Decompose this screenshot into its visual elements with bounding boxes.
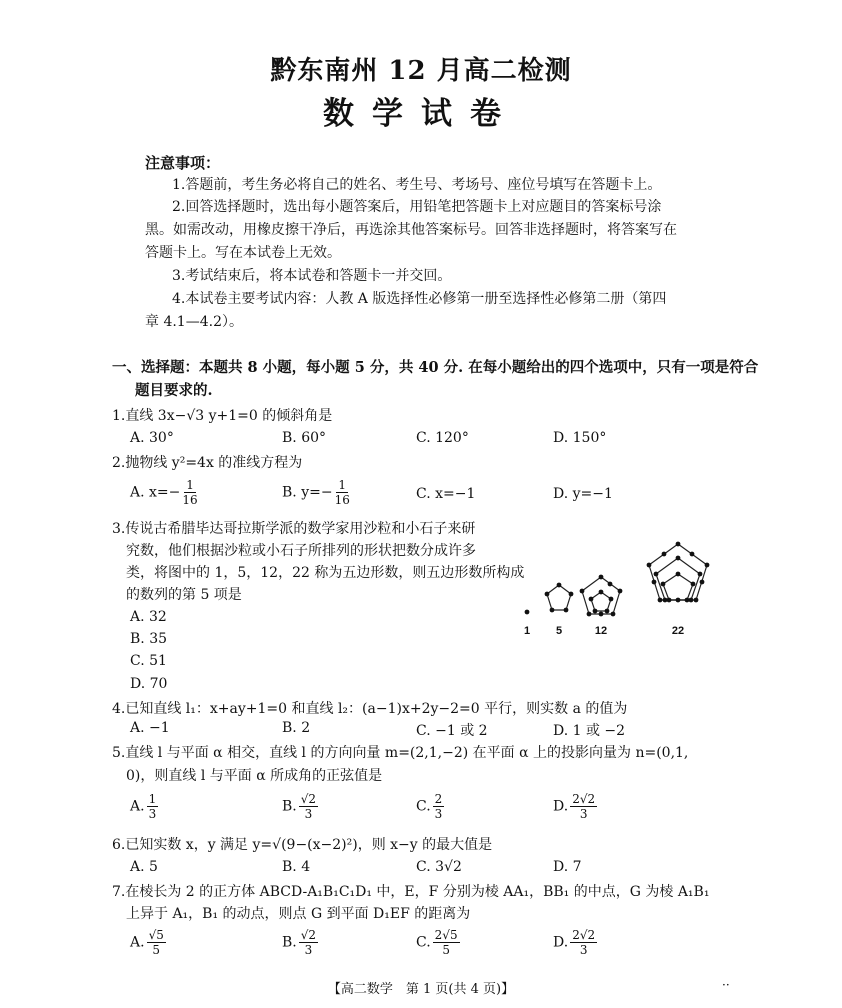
q5-option-c (416, 792, 446, 821)
question-5-line-1: 5.直线 l 与平面 α 相交，直线 l 的方向向量 m=(2,1,−2) 在平面 α 上的投影向量为 n=(0,1, (112, 745, 689, 761)
q5-option-a-prefix: A. (130, 798, 145, 815)
q5-option-a (130, 792, 160, 821)
notice-line-2b: 黑。如需改动，用橡皮擦干净后，再选涂其他答案标号。回答非选择题时，将答案写在 (145, 222, 677, 238)
pentagonal-numbers-figure (520, 518, 735, 643)
numerator: 1 (148, 792, 157, 806)
notice-line-4a: 4.本试卷主要考试内容：人教 A 版选择性必修第一册至选择性必修第二册（第四 (172, 291, 667, 307)
page-footer: 【高二数学 第 1 页(共 4 页)】 (327, 982, 515, 997)
q6-option-a: A. 5 (130, 859, 158, 875)
q7-option-c-fraction (433, 928, 460, 957)
numerator: √2 (300, 928, 317, 942)
q3-option-c: C. 51 (130, 653, 167, 669)
q2-option-a-prefix: A. x=− (130, 484, 181, 501)
numerator: 1 (186, 478, 194, 492)
q1-option-d: D. 150° (553, 430, 607, 446)
question-5-line-2: 0)，则直线 l 与平面 α 所成角的正弦值是 (126, 768, 383, 784)
q5-option-c-fraction (433, 792, 445, 821)
q5-option-d-fraction (570, 792, 597, 821)
q7-option-d-fraction (570, 928, 597, 957)
q2-option-b (282, 478, 352, 507)
q5-option-a-fraction (147, 792, 159, 821)
denominator: 3 (148, 807, 157, 821)
question-3-line-3: 类，将图中的 1，5，12，22 称为五边形数，则五边形数所构成 (126, 565, 525, 581)
notice-line-2c: 答题卡上。写在本试卷上无效。 (145, 245, 341, 261)
denominator: 16 (334, 493, 350, 507)
exam-title: 黔东南州 12 月高二检测 (270, 56, 572, 86)
q7-option-b-prefix: B. (282, 934, 297, 951)
numerator: 2√2 (572, 928, 596, 942)
notice-line-2a: 2.回答选择题时，选出每小题答案后，用铅笔把答题卡上对应题目的答案标号涂 (172, 199, 662, 215)
q4-option-d: D. 1 或 −2 (553, 723, 626, 739)
q6-option-b: B. 4 (282, 859, 311, 875)
denominator: 5 (152, 943, 161, 957)
q7-option-b (282, 928, 320, 957)
denominator: 3 (579, 943, 588, 957)
numerator: 2√5 (434, 928, 458, 942)
q5-option-b-prefix: B. (282, 798, 297, 815)
question-3-line-1: 3.传说古希腊毕达哥拉斯学派的数学家用沙粒和小石子来研 (112, 521, 476, 537)
denominator: 3 (304, 943, 313, 957)
exam-subject: 数学试卷 (323, 96, 519, 132)
notice-line-4b: 章 4.1—4.2）。 (145, 314, 243, 330)
q4-option-b: B. 2 (282, 720, 311, 736)
q5-option-b (282, 792, 320, 821)
numerator: 2 (434, 792, 443, 806)
denominator: 3 (579, 807, 588, 821)
q2-option-d: D. y=−1 (553, 486, 613, 502)
q7-option-a-fraction (147, 928, 166, 957)
question-3-line-2: 究数，他们根据沙粒或小石子所排列的形状把数分成许多 (126, 543, 476, 559)
figure-label-22: 22 (671, 625, 685, 637)
q1-option-b: B. 60° (282, 430, 327, 446)
denominator: 16 (182, 493, 198, 507)
question-4-stem: 4.已知直线 l₁：x+ay+1=0 和直线 l₂：(a−1)x+2y−2=0 平行，则实数 a 的值为 (112, 701, 628, 717)
q7-option-b-fraction (299, 928, 318, 957)
section-heading-cont: 题目要求的. (135, 382, 213, 399)
q3-option-b: B. 35 (130, 631, 168, 647)
notice-line-3: 3.考试结束后，将本试卷和答题卡一并交回。 (172, 268, 452, 284)
q2-option-a-fraction (182, 478, 197, 507)
denominator: 5 (442, 943, 450, 957)
question-2-stem: 2.抛物线 y²=4x 的准线方程为 (112, 455, 303, 471)
figure-label-1: 1 (523, 625, 531, 637)
q6-option-d: D. 7 (553, 859, 582, 875)
q6-option-c: C. 3√2 (416, 859, 462, 875)
q3-option-d: D. 70 (130, 676, 168, 692)
q7-option-c-prefix: C. (416, 934, 431, 951)
numerator: 2√2 (572, 792, 596, 806)
question-3-line-4: 的数列的第 5 项是 (126, 587, 242, 603)
q4-option-a: A. −1 (130, 720, 170, 736)
numerator: 1 (338, 478, 347, 492)
numerator: √2 (300, 792, 317, 806)
question-7-line-2: 上异于 A₁，B₁ 的动点，则点 G 到平面 D₁EF 的距离为 (126, 906, 471, 922)
q3-option-a: A. 32 (130, 609, 167, 625)
q5-option-c-prefix: C. (416, 798, 431, 815)
q5-option-b-fraction (299, 792, 318, 821)
figure-label-5: 5 (555, 625, 563, 637)
q7-option-c (416, 928, 462, 957)
q2-option-b-prefix: B. y=− (282, 484, 333, 501)
notice-line-1: 1.答题前，考生务必将自己的姓名、考生号、考场号、座位号填写在答题卡上。 (172, 177, 662, 193)
q2-option-c: C. x=−1 (416, 486, 476, 502)
q2-option-a (130, 478, 200, 507)
q7-option-d (553, 928, 599, 957)
q7-option-d-prefix: D. (553, 934, 569, 951)
dot (525, 610, 530, 615)
notice-heading: 注意事项： (145, 154, 221, 172)
figure-label-12: 12 (594, 625, 608, 637)
q2-option-b-fraction (335, 478, 350, 507)
q1-option-a: A. 30° (130, 430, 174, 446)
denominator: 3 (434, 807, 443, 821)
q5-option-d (553, 792, 599, 821)
question-6-stem: 6.已知实数 x，y 满足 y=√(9−(x−2)²)，则 x−y 的最大值是 (112, 837, 493, 853)
numerator: √5 (148, 928, 164, 942)
question-7-line-1: 7.在棱长为 2 的正方体 ABCD-A₁B₁C₁D₁ 中，E，F 分别为棱 AA₁，BB₁ 的中点，G 为棱 A₁B₁ (112, 884, 710, 900)
question-1-stem: 1.直线 3x−√3 y+1=0 的倾斜角是 (112, 408, 333, 424)
section-heading: 一、选择题：本题共 8 小题，每小题 5 分，共 40 分. 在每小题给出的四个选项中，只有一项是符合 (112, 359, 759, 376)
q7-option-a-prefix: A. (130, 934, 145, 951)
footer-mark: ·· (722, 978, 730, 992)
q4-option-c: C. −1 或 2 (416, 723, 488, 739)
denominator: 3 (304, 807, 313, 821)
q1-option-c: C. 120° (416, 430, 469, 446)
q5-option-d-prefix: D. (553, 798, 569, 815)
q7-option-a (130, 928, 168, 957)
